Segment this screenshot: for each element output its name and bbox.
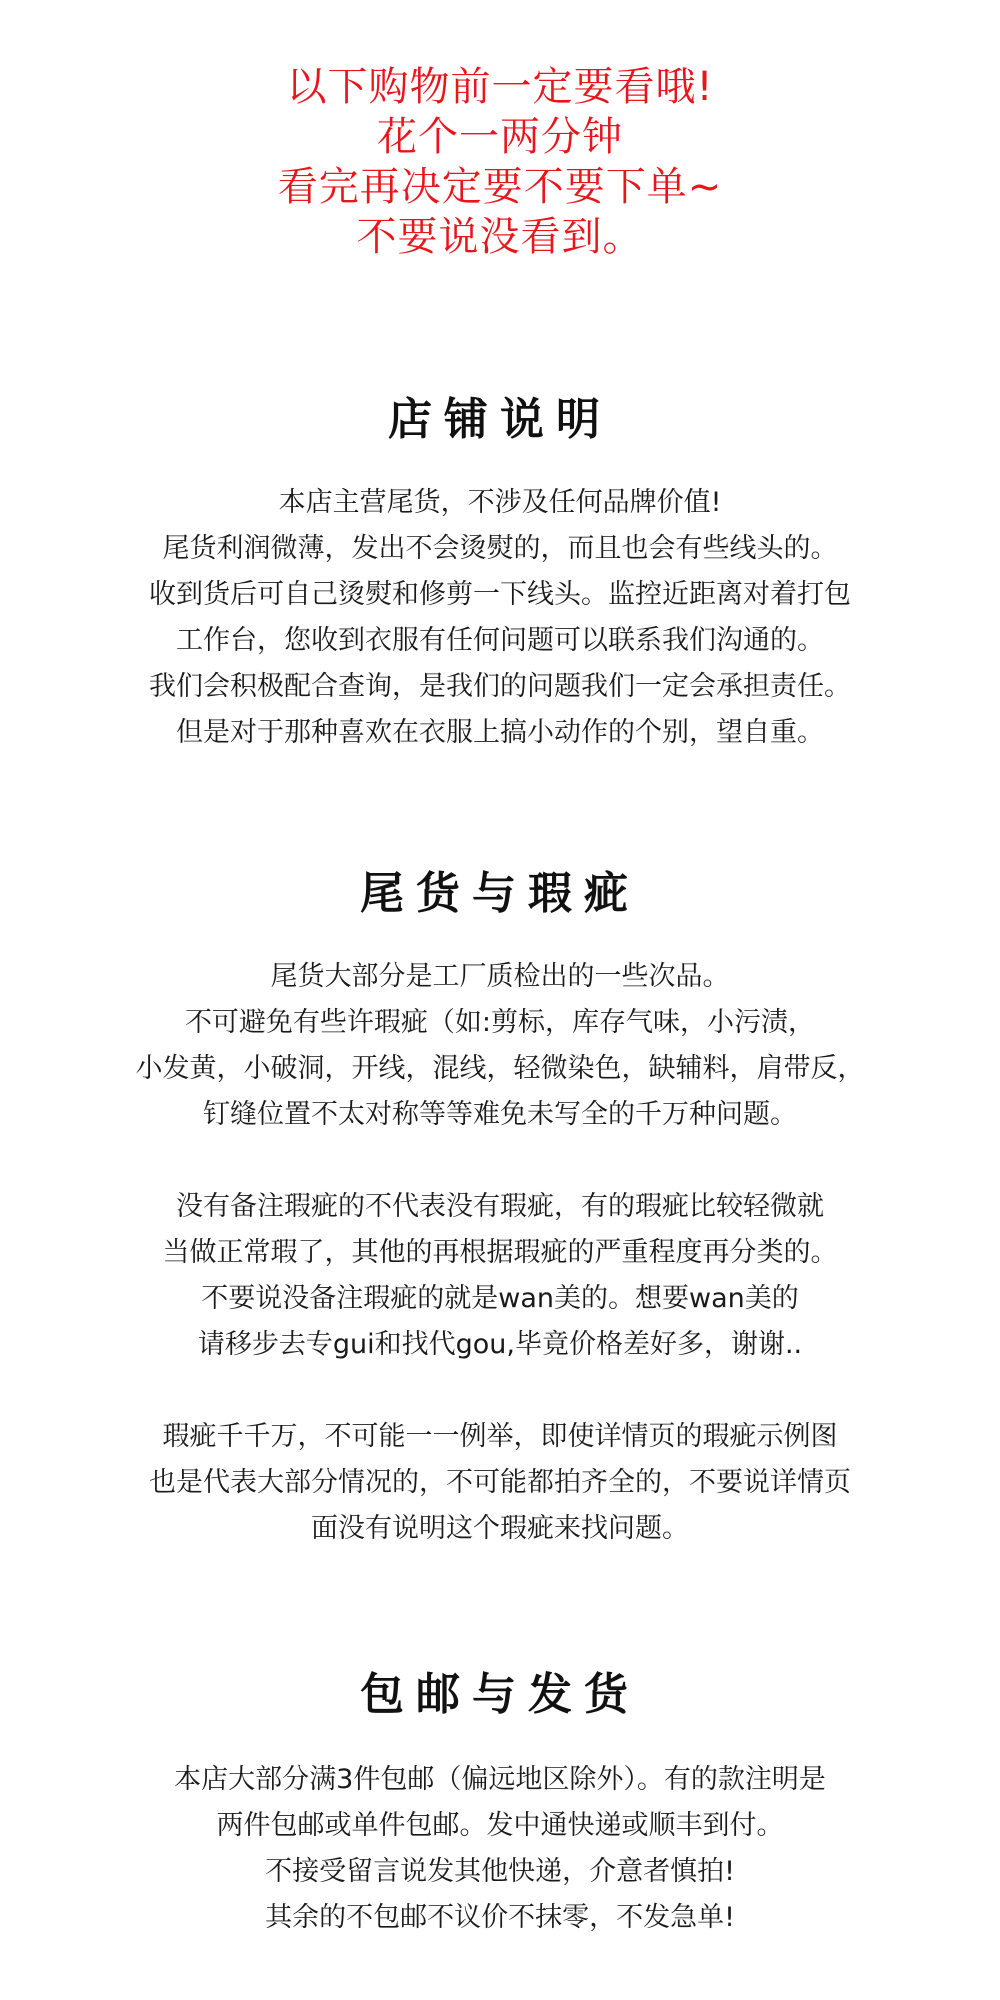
text-line: 本店主营尾货，不涉及任何品牌价值! — [278, 487, 722, 518]
paragraph-gap — [0, 1138, 1000, 1184]
text-line: 其余的不包邮不议价不抹零，不发急单! — [265, 1902, 735, 1933]
text-line: 小发黄，小破洞，开线，混线，轻微染色，缺辅料，肩带反， — [135, 1053, 865, 1084]
section-paragraph — [0, 1757, 1000, 1941]
notice-line: 不要说没看到。 — [356, 214, 644, 260]
text-line: 当做正常瑕了，其他的再根据瑕疵的严重程度再分类的。 — [162, 1237, 838, 1268]
text-line: 工作台，您收到衣服有任何问题可以联系我们沟通的。 — [176, 625, 824, 656]
section-title: 包邮与发货 — [360, 1669, 640, 1720]
text-line: 本店大部分满3件包邮（偏远地区除外）。有的款注明是 — [174, 1764, 826, 1795]
section-defects — [0, 866, 1000, 1552]
red-notice-banner — [0, 62, 1000, 262]
text-line: 请移步去专gui和找代gou,毕竟价格差好多，谢谢.. — [197, 1329, 803, 1360]
text-line: 没有备注瑕疵的不代表没有瑕疵，有的瑕疵比较轻微就 — [176, 1191, 824, 1222]
text-line: 我们会积极配合查询，是我们的问题我们一定会承担责任。 — [149, 671, 851, 702]
section-shop-description — [0, 392, 1000, 756]
text-line: 不接受留言说发其他快递，介意者慎拍! — [265, 1856, 735, 1887]
notice-line: 花个一两分钟 — [377, 114, 623, 160]
text-line: 面没有说明这个瑕疵来找问题。 — [311, 1513, 689, 1544]
text-line: 钉缝位置不太对称等等难免未写全的千万种问题。 — [203, 1099, 797, 1130]
text-line: 尾货利润微薄，发出不会烫熨的，而且也会有些线头的。 — [162, 533, 838, 564]
section-paragraph — [0, 954, 1000, 1552]
notice-line: 以下购物前一定要看哦! — [286, 64, 714, 110]
notice-line: 看完再决定要不要下单~ — [277, 164, 723, 210]
paragraph-gap — [0, 1368, 1000, 1414]
text-line: 也是代表大部分情况的，不可能都拍齐全的，不要说详情页 — [149, 1467, 851, 1498]
text-line: 不可避免有些许瑕疵（如:剪标，库存气味，小污渍， — [184, 1007, 816, 1038]
text-line: 尾货大部分是工厂质检出的一些次品。 — [270, 961, 730, 992]
text-line: 瑕疵千千万，不可能一一例举，即使详情页的瑕疵示例图 — [162, 1421, 838, 1452]
text-line: 但是对于那种喜欢在衣服上搞小动作的个别，望自重。 — [176, 717, 824, 748]
section-shipping — [0, 1667, 1000, 1941]
section-title: 店铺说明 — [388, 394, 612, 445]
text-line: 收到货后可自己烫熨和修剪一下线头。监控近距离对着打包 — [149, 579, 851, 610]
section-title: 尾货与瑕疵 — [360, 868, 640, 919]
text-line: 不要说没备注瑕疵的就是wan美的。想要wan美的 — [201, 1283, 799, 1314]
text-line: 两件包邮或单件包邮。发中通快递或顺丰到付。 — [216, 1810, 784, 1841]
section-paragraph — [0, 480, 1000, 756]
